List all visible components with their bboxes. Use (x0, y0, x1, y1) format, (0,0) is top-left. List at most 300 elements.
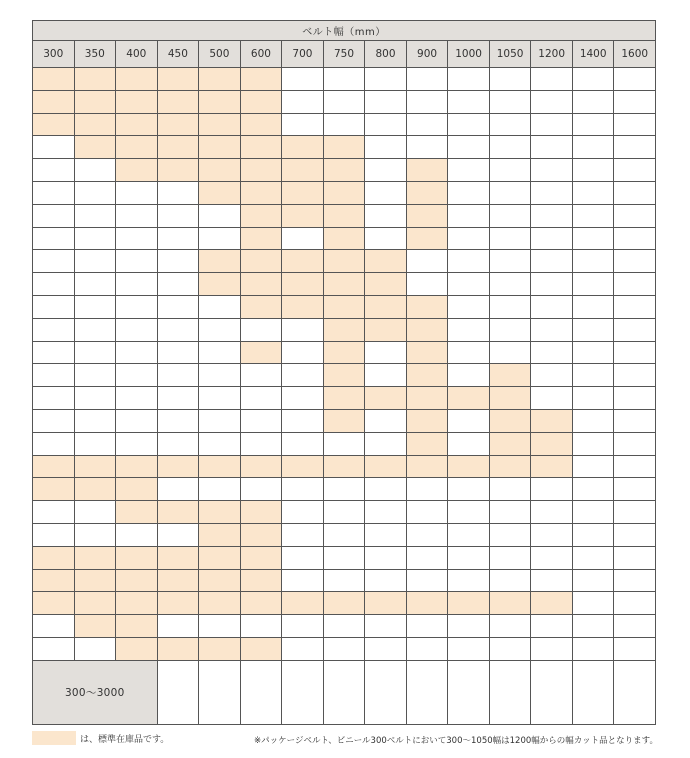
grid-cell (75, 638, 117, 661)
stock-cell (158, 592, 200, 615)
stock-cell (324, 410, 366, 433)
stock-cell (241, 205, 283, 228)
grid-cell (573, 342, 615, 365)
grid-cell (531, 570, 573, 593)
grid-cell (365, 205, 407, 228)
stock-cell (241, 114, 283, 137)
grid-cell (573, 91, 615, 114)
grid-cell (448, 319, 490, 342)
stock-cell (75, 91, 117, 114)
grid-cell (614, 342, 656, 365)
stock-cell (324, 205, 366, 228)
grid-cell (614, 296, 656, 319)
stock-cell (116, 159, 158, 182)
grid-cell (490, 91, 532, 114)
stock-cell (365, 592, 407, 615)
grid-cell (448, 136, 490, 159)
grid-cell (324, 114, 366, 137)
stock-cell (324, 592, 366, 615)
grid-cell (448, 273, 490, 296)
grid-cell (490, 524, 532, 547)
stock-cell (241, 570, 283, 593)
stock-cell (241, 501, 283, 524)
stock-cell (116, 91, 158, 114)
grid-cell (365, 364, 407, 387)
stock-cell (199, 570, 241, 593)
grid-cell (573, 456, 615, 479)
stock-cell (158, 114, 200, 137)
width-header: 600 (241, 41, 283, 68)
grid-cell (282, 364, 324, 387)
grid-cell (282, 342, 324, 365)
width-header: 800 (365, 41, 407, 68)
grid-cell (33, 319, 75, 342)
grid-cell (158, 273, 200, 296)
grid-cell (407, 91, 449, 114)
stock-cell (531, 592, 573, 615)
grid-cell (365, 570, 407, 593)
grid-cell (158, 478, 200, 501)
grid-cell (614, 615, 656, 638)
stock-cell (241, 250, 283, 273)
grid-cell (614, 661, 656, 725)
grid-cell (407, 661, 449, 725)
stock-cell (365, 296, 407, 319)
grid-cell (116, 250, 158, 273)
stock-cell (282, 592, 324, 615)
grid-cell (407, 273, 449, 296)
grid-cell (33, 638, 75, 661)
stock-cell (241, 342, 283, 365)
grid-cell (158, 182, 200, 205)
grid-cell (158, 205, 200, 228)
grid-cell (199, 364, 241, 387)
grid-cell (365, 136, 407, 159)
grid-cell (199, 319, 241, 342)
grid-cell (282, 570, 324, 593)
grid-cell (614, 159, 656, 182)
grid-cell (33, 228, 75, 251)
grid-cell (490, 547, 532, 570)
stock-cell (324, 319, 366, 342)
grid-cell (490, 205, 532, 228)
grid-cell (282, 410, 324, 433)
stock-cell (490, 456, 532, 479)
grid-cell (241, 410, 283, 433)
grid-cell (282, 615, 324, 638)
grid-cell (531, 296, 573, 319)
grid-cell (573, 136, 615, 159)
footnote: ※パッケージベルト、ビニール300ベルトにおいて300〜1050幅は1200幅からの幅カット品となります。 (254, 736, 658, 746)
grid-cell (365, 410, 407, 433)
grid-cell (614, 273, 656, 296)
grid-cell (116, 364, 158, 387)
stock-cell (282, 205, 324, 228)
grid-cell (365, 638, 407, 661)
grid-cell (75, 205, 117, 228)
legend-text: は、標準在庫品です。 (80, 734, 170, 745)
stock-cell (407, 159, 449, 182)
grid-cell (448, 182, 490, 205)
grid-cell (490, 296, 532, 319)
width-header: 750 (324, 41, 366, 68)
grid-cell (614, 524, 656, 547)
grid-cell (490, 570, 532, 593)
grid-cell (614, 364, 656, 387)
stock-cell (75, 456, 117, 479)
grid-cell (116, 342, 158, 365)
grid-cell (241, 478, 283, 501)
stock-cell (75, 547, 117, 570)
width-header: 400 (116, 41, 158, 68)
grid-cell (75, 296, 117, 319)
stock-cell (282, 136, 324, 159)
grid-cell (199, 387, 241, 410)
stock-cell (158, 136, 200, 159)
grid-cell (448, 410, 490, 433)
grid-cell (573, 387, 615, 410)
stock-cell (199, 136, 241, 159)
stock-cell (116, 456, 158, 479)
grid-cell (116, 410, 158, 433)
grid-cell (407, 250, 449, 273)
grid-cell (407, 478, 449, 501)
width-header: 700 (282, 41, 324, 68)
grid-cell (282, 524, 324, 547)
width-header: 1200 (531, 41, 573, 68)
stock-cell (490, 592, 532, 615)
grid-cell (282, 319, 324, 342)
grid-cell (614, 387, 656, 410)
grid-cell (448, 570, 490, 593)
grid-cell (199, 478, 241, 501)
stock-cell (241, 638, 283, 661)
grid-cell (490, 615, 532, 638)
grid-cell (365, 478, 407, 501)
stock-cell (199, 273, 241, 296)
stock-cell (241, 182, 283, 205)
length-range-label: 300〜3000 (33, 661, 158, 725)
grid-cell (531, 342, 573, 365)
grid-cell (365, 342, 407, 365)
stock-cell (75, 478, 117, 501)
width-header: 900 (407, 41, 449, 68)
grid-cell (33, 615, 75, 638)
stock-cell (407, 342, 449, 365)
grid-cell (33, 205, 75, 228)
grid-cell (490, 638, 532, 661)
stock-cell (199, 182, 241, 205)
grid-cell (490, 114, 532, 137)
grid-cell (614, 456, 656, 479)
grid-cell (448, 501, 490, 524)
grid-cell (531, 68, 573, 91)
grid-cell (365, 68, 407, 91)
grid-cell (531, 205, 573, 228)
stock-cell (199, 638, 241, 661)
grid-cell (241, 364, 283, 387)
grid-cell (531, 615, 573, 638)
grid-cell (158, 250, 200, 273)
width-header: 500 (199, 41, 241, 68)
grid-cell (365, 228, 407, 251)
grid-cell (324, 615, 366, 638)
grid-cell (531, 364, 573, 387)
grid-cell (614, 205, 656, 228)
grid-cell (531, 638, 573, 661)
grid-cell (531, 501, 573, 524)
grid-cell (448, 638, 490, 661)
grid-cell (75, 342, 117, 365)
grid-cell (33, 273, 75, 296)
stock-cell (158, 501, 200, 524)
grid-cell (448, 159, 490, 182)
belt-width-title: ベルト幅（mm） (33, 21, 656, 41)
grid-cell (75, 319, 117, 342)
grid-cell (531, 387, 573, 410)
grid-cell (365, 661, 407, 725)
grid-cell (573, 592, 615, 615)
stock-cell (324, 182, 366, 205)
grid-cell (573, 547, 615, 570)
stock-cell (324, 342, 366, 365)
grid-cell (490, 228, 532, 251)
stock-cell (448, 456, 490, 479)
grid-cell (116, 273, 158, 296)
stock-cell (33, 570, 75, 593)
grid-cell (614, 547, 656, 570)
stock-cell (490, 410, 532, 433)
stock-cell (199, 547, 241, 570)
grid-cell (490, 182, 532, 205)
stock-cell (282, 296, 324, 319)
grid-cell (282, 387, 324, 410)
grid-cell (614, 433, 656, 456)
stock-cell (531, 433, 573, 456)
stock-cell (282, 182, 324, 205)
stock-cell (116, 114, 158, 137)
grid-cell (158, 387, 200, 410)
grid-cell (614, 638, 656, 661)
grid-cell (75, 387, 117, 410)
stock-cell (407, 228, 449, 251)
grid-cell (614, 114, 656, 137)
stock-cell (158, 570, 200, 593)
grid-cell (573, 410, 615, 433)
stock-cell (116, 501, 158, 524)
grid-cell (407, 68, 449, 91)
stock-cell (324, 456, 366, 479)
grid-cell (158, 433, 200, 456)
stock-cell (75, 68, 117, 91)
grid-cell (573, 228, 615, 251)
stock-cell (199, 501, 241, 524)
grid-cell (448, 205, 490, 228)
grid-cell (573, 478, 615, 501)
grid-cell (407, 547, 449, 570)
grid-cell (531, 547, 573, 570)
stock-cell (241, 296, 283, 319)
grid-cell (116, 182, 158, 205)
grid-cell (33, 136, 75, 159)
width-header: 450 (158, 41, 200, 68)
grid-cell (241, 615, 283, 638)
grid-cell (116, 387, 158, 410)
grid-cell (490, 68, 532, 91)
grid-cell (407, 615, 449, 638)
grid-cell (365, 182, 407, 205)
grid-cell (324, 68, 366, 91)
stock-cell (324, 228, 366, 251)
grid-cell (448, 114, 490, 137)
stock-cell (490, 387, 532, 410)
stock-cell (199, 592, 241, 615)
width-header: 1600 (614, 41, 656, 68)
grid-cell (33, 296, 75, 319)
grid-cell (158, 615, 200, 638)
stock-cell (199, 524, 241, 547)
stock-cell (199, 250, 241, 273)
stock-cell (407, 205, 449, 228)
grid-cell (365, 501, 407, 524)
stock-cell (407, 433, 449, 456)
stock-cell (324, 250, 366, 273)
grid-cell (614, 136, 656, 159)
stock-cell (75, 136, 117, 159)
grid-cell (573, 68, 615, 91)
grid-cell (573, 296, 615, 319)
grid-cell (490, 273, 532, 296)
stock-cell (490, 364, 532, 387)
grid-cell (614, 319, 656, 342)
grid-cell (614, 592, 656, 615)
stock-cell (282, 273, 324, 296)
stock-cell (158, 91, 200, 114)
stock-cell (324, 296, 366, 319)
grid-cell (490, 136, 532, 159)
grid-cell (614, 478, 656, 501)
stock-cell (324, 273, 366, 296)
grid-cell (158, 524, 200, 547)
grid-cell (33, 342, 75, 365)
grid-cell (282, 547, 324, 570)
stock-cell (407, 296, 449, 319)
stock-cell (33, 68, 75, 91)
stock-cell (365, 387, 407, 410)
grid-cell (573, 159, 615, 182)
stock-cell (241, 547, 283, 570)
stock-cell (116, 615, 158, 638)
stock-cell (324, 159, 366, 182)
stock-cell (407, 456, 449, 479)
legend (32, 731, 169, 745)
grid-cell (324, 638, 366, 661)
grid-cell (448, 68, 490, 91)
stock-cell (116, 136, 158, 159)
grid-cell (158, 661, 200, 725)
grid-cell (490, 342, 532, 365)
grid-cell (75, 273, 117, 296)
stock-cell (241, 228, 283, 251)
grid-cell (365, 615, 407, 638)
stock-cell (33, 478, 75, 501)
width-header: 1050 (490, 41, 532, 68)
stock-cell (75, 570, 117, 593)
grid-cell (199, 228, 241, 251)
grid-cell (531, 114, 573, 137)
grid-cell (490, 661, 532, 725)
grid-cell (614, 501, 656, 524)
grid-cell (448, 661, 490, 725)
grid-cell (573, 638, 615, 661)
grid-cell (448, 296, 490, 319)
grid-cell (490, 319, 532, 342)
grid-cell (365, 524, 407, 547)
grid-cell (282, 478, 324, 501)
stock-cell (324, 136, 366, 159)
grid-cell (75, 159, 117, 182)
stock-cell (407, 319, 449, 342)
grid-cell (531, 273, 573, 296)
grid-cell (365, 159, 407, 182)
grid-cell (490, 478, 532, 501)
stock-cell (365, 273, 407, 296)
grid-cell (448, 364, 490, 387)
grid-cell (448, 250, 490, 273)
grid-cell (531, 182, 573, 205)
stock-cell (199, 91, 241, 114)
stock-cell (158, 68, 200, 91)
stock-cell (33, 456, 75, 479)
grid-cell (33, 410, 75, 433)
grid-cell (241, 661, 283, 725)
grid-cell (33, 501, 75, 524)
stock-cell (241, 592, 283, 615)
grid-cell (448, 433, 490, 456)
grid-cell (531, 524, 573, 547)
grid-cell (241, 387, 283, 410)
stock-cell (407, 410, 449, 433)
stock-cell (33, 114, 75, 137)
stock-cell (158, 638, 200, 661)
grid-cell (407, 638, 449, 661)
grid-cell (116, 433, 158, 456)
grid-cell (324, 547, 366, 570)
grid-cell (33, 387, 75, 410)
grid-cell (531, 91, 573, 114)
width-header: 350 (75, 41, 117, 68)
grid-cell (282, 638, 324, 661)
grid-cell (75, 250, 117, 273)
grid-cell (158, 228, 200, 251)
grid-cell (75, 364, 117, 387)
grid-cell (33, 250, 75, 273)
stock-cell (282, 456, 324, 479)
grid-cell (158, 410, 200, 433)
grid-cell (199, 433, 241, 456)
stock-cell (407, 364, 449, 387)
grid-cell (614, 91, 656, 114)
grid-cell (531, 250, 573, 273)
grid-cell (407, 136, 449, 159)
stock-cell (282, 159, 324, 182)
grid-cell (573, 273, 615, 296)
stock-cell (241, 524, 283, 547)
stock-cell (116, 570, 158, 593)
grid-cell (448, 615, 490, 638)
grid-cell (614, 182, 656, 205)
grid-cell (282, 501, 324, 524)
